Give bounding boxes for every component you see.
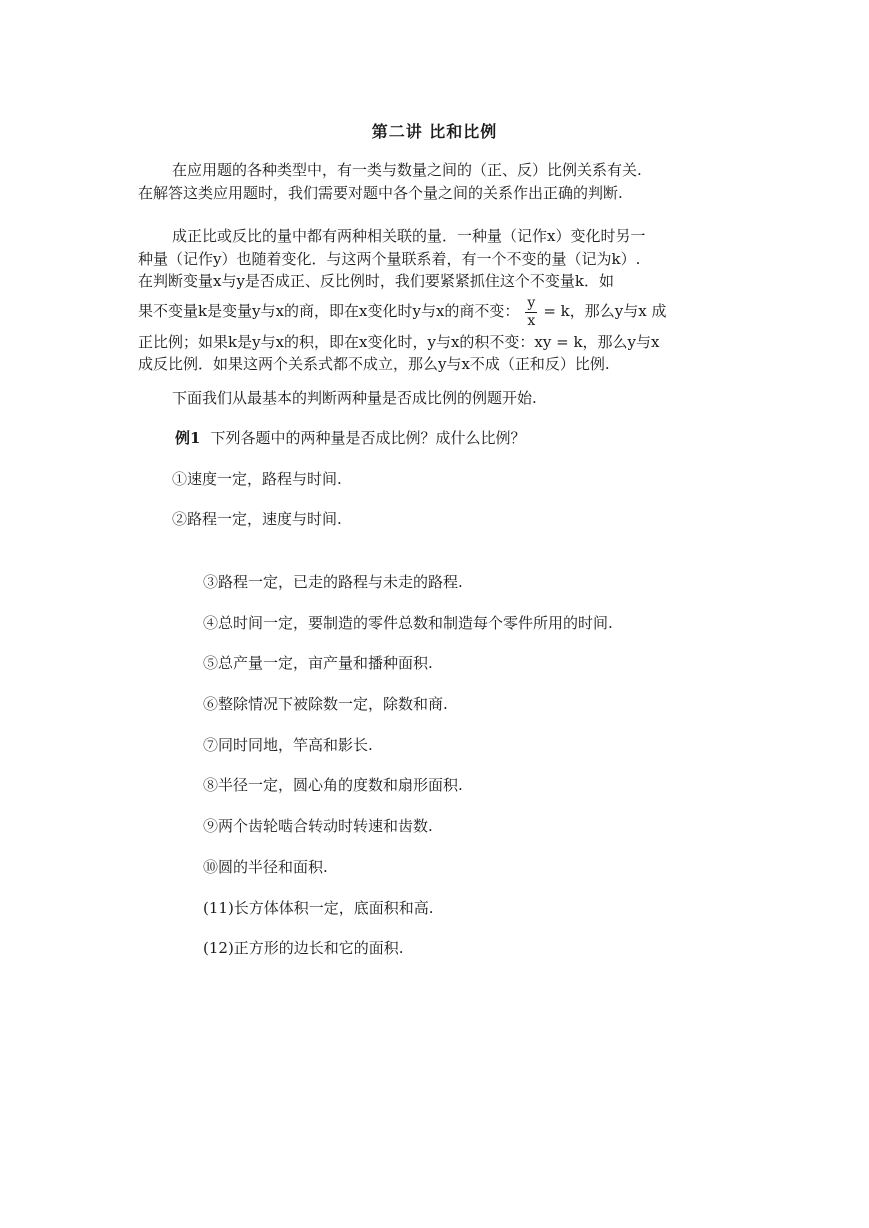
page-title: 第二讲 比和比例 <box>371 122 498 141</box>
example-label: 例1 <box>175 429 201 447</box>
example-item: ⑩圆的半径和面积. <box>203 858 328 876</box>
example-question: 下列各题中的两种量是否成比例？成什么比例？ <box>210 429 526 447</box>
example-item: (11)长方体体积一定，底面积和高. <box>203 899 434 917</box>
fraction-y-over-x <box>525 295 537 330</box>
intro-p1-line2: 在解答这类应用题时，我们需要对题中各个量之间的关系作出正确的判断. <box>138 184 623 202</box>
intro-p2-line3: 在判断变量x与y是否成正、反比例时，我们要紧紧抓住这个不变量k．如 <box>138 272 615 290</box>
intro-p2-line4 <box>138 294 666 330</box>
example-item: (12)正方形的边长和它的面积. <box>203 939 404 957</box>
fraction-denominator: x <box>527 312 536 329</box>
example-item: ①速度一定，路程与时间. <box>172 470 342 488</box>
example-item: ④总时间一定，要制造的零件总数和制造每个零件所用的时间. <box>203 614 613 632</box>
line4-suffix: = k，那么y与x 成 <box>543 302 667 320</box>
intro-p2-line6: 成反比例．如果这两个关系式都不成立，那么y与x不成（正和反）比例. <box>138 355 610 373</box>
example-item: ⑧半径一定，圆心角的度数和扇形面积. <box>203 776 463 794</box>
example-item: ⑤总产量一定，亩产量和播种面积. <box>203 654 433 672</box>
example-heading <box>175 428 525 448</box>
intro-p2-line2: 种量（记作y）也随着变化．与这两个量联系着，有一个不变的量（记为k）. <box>138 250 641 268</box>
intro-p1-line1: 在应用题的各种类型中，有一类与数量之间的（正、反）比例关系有关. <box>172 161 642 179</box>
example-item: ⑨两个齿轮啮合转动时转速和齿数. <box>203 817 433 835</box>
example-item: ⑥整除情况下被除数一定，除数和商. <box>203 695 448 713</box>
intro-p2-line1: 成正比或反比的量中都有两种相关联的量．一种量（记作x）变化时另一 <box>172 227 646 245</box>
fraction-numerator: y <box>527 294 536 311</box>
example-item: ⑦同时同地，竿高和影长. <box>203 736 373 754</box>
line4-prefix: 果不变量k是变量y与x的商，即在x变化时y与x的商不变： <box>138 302 520 320</box>
example-item: ③路程一定，已走的路程与未走的路程. <box>203 573 463 591</box>
intro-p3: 下面我们从最基本的判断两种量是否成比例的例题开始. <box>172 389 537 407</box>
intro-p2-line5: 正比例；如果k是y与x的积，即在x变化时，y与x的积不变：xy = k，那么y与x <box>138 333 660 351</box>
example-item: ②路程一定，速度与时间. <box>172 510 342 528</box>
